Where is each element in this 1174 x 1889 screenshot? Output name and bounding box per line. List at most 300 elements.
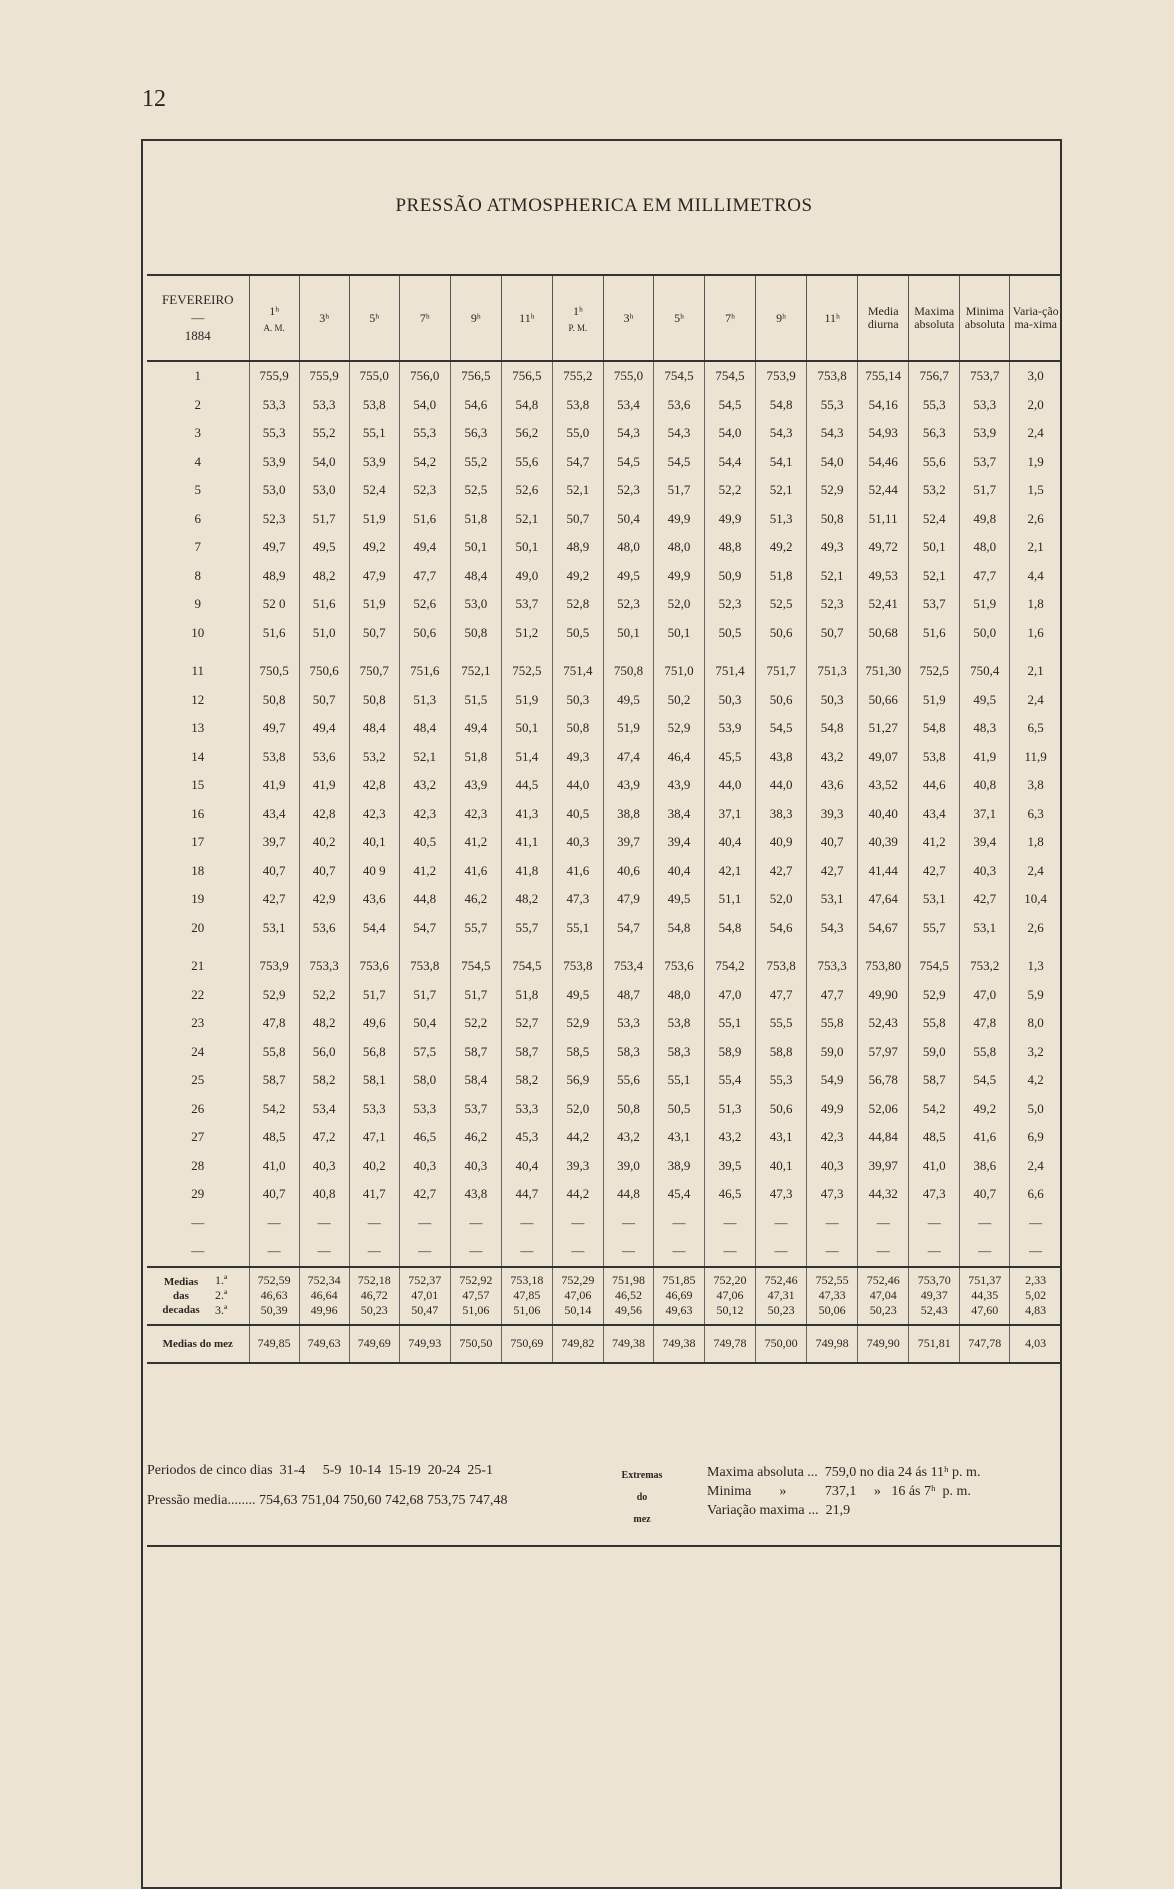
table-row — [147, 619, 1061, 648]
value-cell: 58,0 — [399, 1066, 450, 1095]
value-cell: 756,0 — [399, 361, 450, 391]
value-cell: 50,1 — [603, 619, 653, 648]
table-row — [147, 1209, 1061, 1238]
value-cell: 52,6 — [501, 476, 552, 505]
value-cell: 37,1 — [960, 800, 1010, 829]
value-cell: 41,44 — [858, 857, 909, 886]
value-cell: 52,9 — [552, 1009, 603, 1038]
table-row — [147, 828, 1061, 857]
value-cell: 51,9 — [349, 505, 399, 534]
value-cell: 55,1 — [552, 914, 603, 943]
medias-decadas-value: 752,46 — [764, 1273, 798, 1287]
value-cell: 49,9 — [653, 505, 704, 534]
value-cell: 1,6 — [1010, 619, 1061, 648]
value-cell: 51,6 — [399, 505, 450, 534]
medias-decadas-value: 4,83 — [1025, 1303, 1047, 1317]
table-row — [147, 743, 1061, 772]
value-cell: 40 9 — [349, 857, 399, 886]
value-cell: 751,4 — [705, 657, 756, 686]
value-cell: 48,5 — [909, 1123, 960, 1152]
day-cell: 7 — [194, 539, 202, 555]
value-cell: 53,8 — [249, 743, 299, 772]
value-cell: 51,3 — [399, 686, 450, 715]
table-row — [147, 590, 1061, 619]
value-cell: 54,0 — [807, 448, 858, 477]
medias-decadas-cell — [909, 1267, 960, 1325]
header-col-11-label: 9ʰ — [776, 310, 787, 325]
value-cell: 39,3 — [552, 1152, 603, 1181]
value-cell: 49,53 — [858, 562, 909, 591]
value-cell: 751,0 — [653, 657, 704, 686]
value-cell: 58,2 — [501, 1066, 552, 1095]
value-cell: 44,7 — [501, 1180, 552, 1209]
value-cell: 55,6 — [909, 448, 960, 477]
value-cell: 41,0 — [909, 1152, 960, 1181]
value-cell: 753,8 — [807, 361, 858, 391]
value-cell: 52 0 — [249, 590, 299, 619]
value-cell: 39,4 — [653, 828, 704, 857]
medias-decadas-value: 751,85 — [662, 1273, 696, 1287]
value-cell: 52,4 — [909, 505, 960, 534]
value-cell: 41,3 — [501, 800, 552, 829]
table-row — [147, 1038, 1061, 1067]
value-cell: 47,1 — [349, 1123, 399, 1152]
day-cell: 22 — [191, 986, 205, 1002]
value-cell: 753,8 — [399, 952, 450, 981]
day-cell: 23 — [191, 1015, 205, 1031]
value-cell: 52,0 — [552, 1095, 603, 1124]
value-cell: 51,6 — [299, 590, 349, 619]
value-cell: 50,8 — [450, 619, 501, 648]
value-cell: 59,0 — [807, 1038, 858, 1067]
value-cell: 49,4 — [399, 533, 450, 562]
value-cell: 43,9 — [450, 771, 501, 800]
value-cell: 55,3 — [249, 419, 299, 448]
value-cell: 43,9 — [603, 771, 653, 800]
value-cell: 48,0 — [960, 533, 1010, 562]
medias-decadas-value: 47,04 — [869, 1288, 897, 1302]
value-cell: 46,4 — [653, 743, 704, 772]
value-cell: 50,1 — [450, 533, 501, 562]
table-row — [147, 361, 1061, 391]
extremas-maxima: Maxima absoluta ... 759,0 no dia 24 ás 11ʰ p. m. — [707, 1465, 981, 1480]
value-cell: 50,6 — [756, 1095, 807, 1124]
value-cell: 753,9 — [249, 952, 299, 981]
medias-decadas-value: 752,46 — [866, 1273, 900, 1287]
extremas-label-3: mez — [633, 1514, 651, 1525]
header-month-label: FEVEREIRO — [162, 292, 234, 307]
value-cell: 752,5 — [501, 657, 552, 686]
value-cell: 47,8 — [249, 1009, 299, 1038]
value-cell: 48,7 — [603, 981, 653, 1010]
value-cell: 53,3 — [501, 1095, 552, 1124]
value-cell: 750,5 — [249, 657, 299, 686]
value-cell: 47,9 — [603, 885, 653, 914]
value-cell: 3,8 — [1010, 771, 1061, 800]
medias-mez-cell: 749,90 — [858, 1325, 909, 1363]
value-cell: 50,1 — [653, 619, 704, 648]
value-cell: 39,97 — [858, 1152, 909, 1181]
medias-decadas-cell — [858, 1267, 909, 1325]
value-cell: 54,6 — [450, 391, 501, 420]
value-cell: 56,2 — [501, 419, 552, 448]
value-cell: 42,8 — [299, 800, 349, 829]
gap-cell — [909, 647, 960, 657]
value-cell: 42,7 — [807, 857, 858, 886]
value-cell: 52,7 — [501, 1009, 552, 1038]
value-cell: 53,1 — [960, 914, 1010, 943]
value-cell: 53,6 — [653, 391, 704, 420]
value-cell: 50,5 — [705, 619, 756, 648]
header-col-9 — [653, 275, 704, 361]
value-cell: 54,5 — [603, 448, 653, 477]
value-cell: 54,2 — [909, 1095, 960, 1124]
value-cell: 51,0 — [299, 619, 349, 648]
value-cell: 11,9 — [1010, 743, 1061, 772]
value-cell: 42,8 — [349, 771, 399, 800]
medias-decadas-label3: decadas — [162, 1303, 200, 1316]
medias-decadas-value: 50,23 — [869, 1303, 897, 1317]
value-cell: — — [501, 1237, 552, 1267]
value-cell: 52,44 — [858, 476, 909, 505]
value-cell: 46,2 — [450, 885, 501, 914]
value-cell: 55,7 — [909, 914, 960, 943]
value-cell: 54,3 — [603, 419, 653, 448]
medias-decadas-value: 753,70 — [917, 1273, 951, 1287]
medias-decadas-value: 49,96 — [310, 1303, 338, 1317]
value-cell: 55,1 — [705, 1009, 756, 1038]
value-cell: 41,0 — [249, 1152, 299, 1181]
value-cell: 55,3 — [807, 391, 858, 420]
header-col-2-label: 3ʰ — [319, 310, 330, 325]
value-cell: 40,7 — [249, 857, 299, 886]
value-cell: 753,4 — [603, 952, 653, 981]
value-cell: 51,4 — [501, 743, 552, 772]
value-cell: 50,1 — [909, 533, 960, 562]
value-cell: 750,6 — [299, 657, 349, 686]
gap-cell — [552, 942, 603, 952]
gap-cell — [807, 647, 858, 657]
value-cell: 54,2 — [249, 1095, 299, 1124]
gap-cell — [501, 942, 552, 952]
value-cell: 58,3 — [653, 1038, 704, 1067]
value-cell: 6,3 — [1010, 800, 1061, 829]
value-cell: — — [399, 1237, 450, 1267]
value-cell: 53,1 — [249, 914, 299, 943]
medias-decadas-cell — [960, 1267, 1010, 1325]
table-row — [147, 657, 1061, 686]
day-cell: 6 — [194, 510, 202, 526]
value-cell: 753,7 — [960, 361, 1010, 391]
value-cell: 49,3 — [807, 533, 858, 562]
value-cell: 40,6 — [603, 857, 653, 886]
value-cell: 49,5 — [653, 885, 704, 914]
medias-decadas-value: 49,37 — [920, 1288, 948, 1302]
value-cell: 751,6 — [399, 657, 450, 686]
value-cell: 50,7 — [807, 619, 858, 648]
value-cell: 53,9 — [349, 448, 399, 477]
gap-cell — [1010, 942, 1061, 952]
day-cell: 5 — [194, 482, 202, 498]
extremas-label-2: do — [636, 1492, 648, 1503]
gap-cell — [705, 647, 756, 657]
value-cell: 50,8 — [807, 505, 858, 534]
value-cell: 54,5 — [705, 391, 756, 420]
header-col-10-label: 7ʰ — [725, 310, 735, 325]
table-row — [147, 448, 1061, 477]
gap-cell — [501, 647, 552, 657]
header-col-5 — [450, 275, 501, 361]
value-cell: 40,3 — [299, 1152, 349, 1181]
value-cell: 55,8 — [807, 1009, 858, 1038]
value-cell: 53,4 — [603, 391, 653, 420]
value-cell: 43,1 — [653, 1123, 704, 1152]
medias-decadas-value: 50,06 — [818, 1303, 846, 1317]
value-cell: 56,3 — [909, 419, 960, 448]
medias-decadas-value: 753,18 — [510, 1273, 544, 1287]
gap-cell — [147, 942, 249, 952]
value-cell: 52,1 — [399, 743, 450, 772]
value-cell: 51,7 — [299, 505, 349, 534]
value-cell: 54,67 — [858, 914, 909, 943]
gap-cell — [399, 942, 450, 952]
medias-mez-cell: 749,85 — [249, 1325, 299, 1363]
value-cell: 5,9 — [1010, 981, 1061, 1010]
table-row — [147, 391, 1061, 420]
value-cell: 2,6 — [1010, 914, 1061, 943]
value-cell: 49,5 — [960, 686, 1010, 715]
value-cell: 49,4 — [450, 714, 501, 743]
value-cell: 54,5 — [653, 448, 704, 477]
value-cell: — — [858, 1209, 909, 1238]
header-dash: — — [191, 310, 205, 325]
value-cell: 47,7 — [756, 981, 807, 1010]
periodos-line: Periodos de cinco dias 31-4 5-9 10-14 15-19 20-24 25-1 — [147, 1463, 494, 1478]
medias-decadas-value: 47,31 — [767, 1288, 795, 1302]
value-cell: — — [807, 1209, 858, 1238]
value-cell: 40,2 — [299, 828, 349, 857]
value-cell: 44,5 — [501, 771, 552, 800]
day-cell: 17 — [191, 834, 205, 850]
value-cell: 47,0 — [705, 981, 756, 1010]
value-cell: 53,2 — [349, 743, 399, 772]
table-row — [147, 1095, 1061, 1124]
value-cell: 40,1 — [756, 1152, 807, 1181]
value-cell: 40,9 — [756, 828, 807, 857]
value-cell: 41,2 — [399, 857, 450, 886]
value-cell: 753,8 — [552, 952, 603, 981]
value-cell: 50,3 — [807, 686, 858, 715]
value-cell: 50,3 — [552, 686, 603, 715]
value-cell: 48,8 — [705, 533, 756, 562]
value-cell: 52,06 — [858, 1095, 909, 1124]
medias-decadas-value: 752,18 — [357, 1273, 391, 1287]
value-cell: 53,9 — [705, 714, 756, 743]
day-cell: 11 — [191, 663, 205, 679]
value-cell: 52,1 — [552, 476, 603, 505]
value-cell: 51,3 — [705, 1095, 756, 1124]
value-cell: 50,5 — [653, 1095, 704, 1124]
medias-decadas-value: 47,01 — [411, 1288, 439, 1302]
gap-cell — [552, 647, 603, 657]
medias-decadas-cell — [249, 1267, 299, 1325]
value-cell: 51,1 — [705, 885, 756, 914]
value-cell: 48,4 — [349, 714, 399, 743]
medias-mez-cell: 749,38 — [653, 1325, 704, 1363]
value-cell: 37,1 — [705, 800, 756, 829]
value-cell: 755,14 — [858, 361, 909, 391]
medias-mez-cell: 747,78 — [960, 1325, 1010, 1363]
medias-decadas-value: 50,14 — [564, 1303, 592, 1317]
value-cell: — — [249, 1209, 299, 1238]
value-cell: 752,5 — [909, 657, 960, 686]
value-cell: 45,4 — [653, 1180, 704, 1209]
value-cell: 754,2 — [705, 952, 756, 981]
value-cell: 40,3 — [960, 857, 1010, 886]
extremas-minima: Minima » 737,1 » 16 ás 7ʰ p. m. — [707, 1484, 971, 1499]
value-cell: — — [603, 1237, 653, 1267]
value-cell: 52,2 — [705, 476, 756, 505]
medias-decadas-cell — [552, 1267, 603, 1325]
value-cell: 44,0 — [705, 771, 756, 800]
value-cell: 2,4 — [1010, 857, 1061, 886]
day-cell: 9 — [194, 596, 202, 612]
value-cell: 55,3 — [909, 391, 960, 420]
value-cell: 51,8 — [756, 562, 807, 591]
value-cell: 55,3 — [399, 419, 450, 448]
value-cell: 40,7 — [807, 828, 858, 857]
value-cell: 754,5 — [705, 361, 756, 391]
value-cell: 50,7 — [349, 619, 399, 648]
day-cell: 13 — [191, 720, 205, 736]
value-cell: 47,3 — [807, 1180, 858, 1209]
day-cell: 1 — [194, 368, 202, 384]
value-cell: 53,7 — [909, 590, 960, 619]
table-row — [147, 1009, 1061, 1038]
value-cell: 751,7 — [756, 657, 807, 686]
value-cell: 55,8 — [960, 1038, 1010, 1067]
value-cell: — — [450, 1209, 501, 1238]
value-cell: 50,66 — [858, 686, 909, 715]
value-cell: 51,6 — [249, 619, 299, 648]
header-col-6 — [501, 275, 552, 361]
value-cell: 50,6 — [399, 619, 450, 648]
value-cell: 51,9 — [349, 590, 399, 619]
value-cell: 751,4 — [552, 657, 603, 686]
medias-decadas-label1: Medias — [163, 1275, 199, 1288]
day-cell: 20 — [191, 919, 205, 935]
decada-number: 1.ª — [215, 1273, 228, 1287]
value-cell: 53,8 — [653, 1009, 704, 1038]
value-cell: 41,6 — [450, 857, 501, 886]
value-cell: 47,9 — [349, 562, 399, 591]
value-cell: 42,7 — [756, 857, 807, 886]
header-maxima: Maxima absoluta — [909, 275, 960, 361]
value-cell: 55,6 — [501, 448, 552, 477]
value-cell: 51,11 — [858, 505, 909, 534]
header-col-2 — [299, 275, 349, 361]
value-cell: 54,0 — [299, 448, 349, 477]
value-cell: 54,1 — [756, 448, 807, 477]
value-cell: 54,7 — [552, 448, 603, 477]
value-cell: 755,0 — [349, 361, 399, 391]
value-cell: 53,8 — [349, 391, 399, 420]
value-cell: 51,7 — [399, 981, 450, 1010]
value-cell: 49,7 — [249, 533, 299, 562]
gap-cell — [299, 942, 349, 952]
value-cell: 40,7 — [960, 1180, 1010, 1209]
day-cell: 12 — [191, 691, 205, 707]
gap-cell — [1010, 647, 1061, 657]
gap-cell — [450, 942, 501, 952]
header-col-1-label: 1ʰ — [269, 303, 280, 318]
value-cell: 57,97 — [858, 1038, 909, 1067]
day-cell: 27 — [191, 1129, 205, 1145]
value-cell: 41,2 — [909, 828, 960, 857]
value-cell: 40,3 — [399, 1152, 450, 1181]
value-cell: 50,68 — [858, 619, 909, 648]
day-cell: 21 — [191, 958, 205, 974]
day-cell: 29 — [191, 1186, 205, 1202]
day-cell: 10 — [191, 624, 205, 640]
value-cell: 44,0 — [756, 771, 807, 800]
value-cell: — — [807, 1237, 858, 1267]
medias-mez-row — [147, 1325, 1061, 1363]
value-cell: 44,32 — [858, 1180, 909, 1209]
gap-cell — [399, 647, 450, 657]
value-cell: 43,6 — [807, 771, 858, 800]
value-cell: 50,7 — [299, 686, 349, 715]
value-cell: 46,5 — [399, 1123, 450, 1152]
medias-mez-cell: 751,81 — [909, 1325, 960, 1363]
medias-decadas-value: 752,34 — [307, 1273, 341, 1287]
header-col-12-label: 11ʰ — [824, 310, 840, 325]
value-cell: 48,9 — [249, 562, 299, 591]
header-col-4 — [399, 275, 450, 361]
value-cell: 52,8 — [552, 590, 603, 619]
value-cell: 755,9 — [249, 361, 299, 391]
gap-cell — [653, 647, 704, 657]
medias-mez-cell: 749,38 — [603, 1325, 653, 1363]
medias-decadas-value: 50,39 — [260, 1303, 288, 1317]
value-cell: 56,78 — [858, 1066, 909, 1095]
value-cell: 47,3 — [909, 1180, 960, 1209]
value-cell: 3,0 — [1010, 361, 1061, 391]
value-cell: 48,2 — [299, 1009, 349, 1038]
header-col-5-label: 9ʰ — [470, 310, 481, 325]
value-cell: 51,7 — [653, 476, 704, 505]
decada-number: 2.ª — [215, 1288, 228, 1302]
value-cell: 1,8 — [1010, 590, 1061, 619]
table-row — [147, 533, 1061, 562]
header-col-3 — [349, 275, 399, 361]
value-cell: 40,4 — [653, 857, 704, 886]
value-cell: 755,9 — [299, 361, 349, 391]
value-cell: 52,4 — [349, 476, 399, 505]
value-cell: 54,9 — [807, 1066, 858, 1095]
medias-decadas-value: 5,02 — [1025, 1288, 1047, 1302]
header-am: A. M. — [263, 322, 285, 333]
value-cell: — — [603, 1209, 653, 1238]
value-cell: 40,5 — [399, 828, 450, 857]
value-cell: 42,7 — [399, 1180, 450, 1209]
value-cell: 51,9 — [909, 686, 960, 715]
value-cell: 59,0 — [909, 1038, 960, 1067]
gap-cell — [705, 942, 756, 952]
day-cell: 16 — [191, 805, 205, 821]
value-cell: 1,3 — [1010, 952, 1061, 981]
value-cell: 4,2 — [1010, 1066, 1061, 1095]
